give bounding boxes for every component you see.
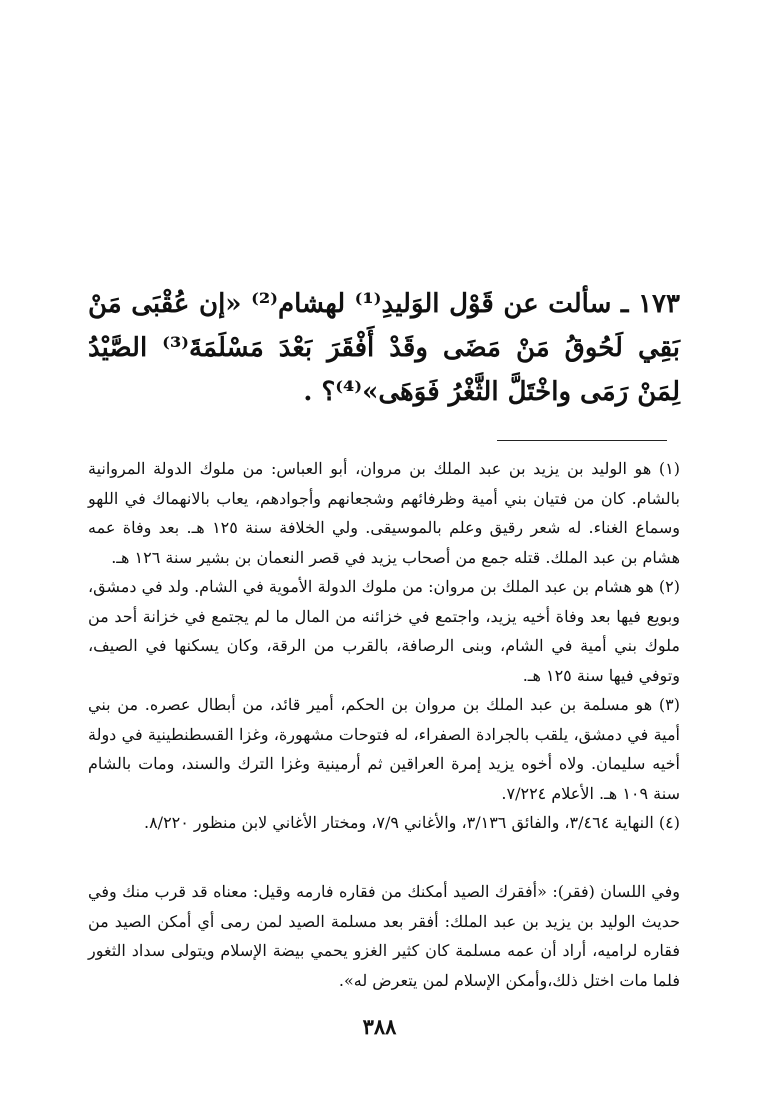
entry-173: ١٧٣ ـ سألت عن قَوْل الوَليدِ⁽¹⁾ لهشام⁽²⁾ «إن عُقْبَى مَنْ بَقِي لَحُوقُ مَنْ مَضَى وقَدْ أَفْقَرَ بَعْدَ مَسْلَمَةَ⁽³⁾ الصَّيْدُ لِمَنْ رَمَى واخْتَلَّ الثَّغْرُ فَوَهَى»⁽⁴⁾؟ .: [88, 289, 680, 407]
footnote-2: (٢) هو هشام بن عبد الملك بن مروان: من ملوك الدولة الأموية في الشام. ولد في دمشق، وبويع فيها بعد وفاة أخيه يزيد، واجتمع في خزائنه من المال ما لم يجتمع في خزانة أحد من ملوك بني أمية في الشام، وبنى الرصافة، بالقرب من الرقة، وكان يسكنها في الصيف، وتوفي فيها سنة ١٢٥ هـ.: [88, 577, 680, 685]
lisan-paragraph: وفي اللسان (فقر): «أفقرك الصيد أمكنك من فقاره فارمه وقيل: معناه قد قرب منك وفي حديث الوليد بن يزيد بن عبد الملك: أفقر بعد مسلمة الصيد لمن رمى أي أمكن الصيد من فقاره لراميه، أراد أن عمه مسلمة كان كثير الغزو يحمي بيضة الإسلام ويتولى سداد الثغور فلما مات اختل ذلك،وأمكن الإسلام لمن يتعرض له».: [88, 882, 681, 990]
lisan-note: [88, 877, 680, 995]
footnote-separator: [497, 440, 667, 441]
footnote-4: (٤) النهاية ٣/٤٦٤، والفائق ٣/١٣٦، والأغاني ٧/٩، ومختار الأغاني لابن منظور ٨/٢٢٠.: [143, 813, 680, 832]
footnote-3: (٣) هو مسلمة بن عبد الملك بن مروان بن الحكم، أمير قائد، من أبطال عصره. من بني أمية في دمشق، يلقب بالجرادة الصفراء، له فتوحات مشهورة، وغزا القسطنطينية في دولة أخيه سليمان. ولاه أخوه يزيد إمرة العراقين ثم أرمينية وغزا الترك والسند، ومات بالشام سنة ١٠٩ هـ. الأعلام ٧/٢٢٤.: [88, 695, 680, 803]
main-text-block: [88, 282, 680, 414]
footnotes: [88, 454, 680, 838]
footnote-1: (١) هو الوليد بن يزيد بن عبد الملك بن مروان، أبو العباس: من ملوك الدولة المروانية بالشام. كان من فتيان بني أمية وظرفائهم وشجعانهم وأجوادهم، يعاب بالانهماك في اللهو وسماع الغناء. له شعر رقيق وعلم بالموسيقى. ولي الخلافة سنة ١٢٥ هـ. بعد وفاة عمه هشام بن عبد الملك. قتله جمع من أصحاب يزيد في قصر النعمان بن بشير سنة ١٢٦ هـ.: [88, 459, 680, 567]
page-number: ٣٨٨: [362, 1014, 397, 1039]
